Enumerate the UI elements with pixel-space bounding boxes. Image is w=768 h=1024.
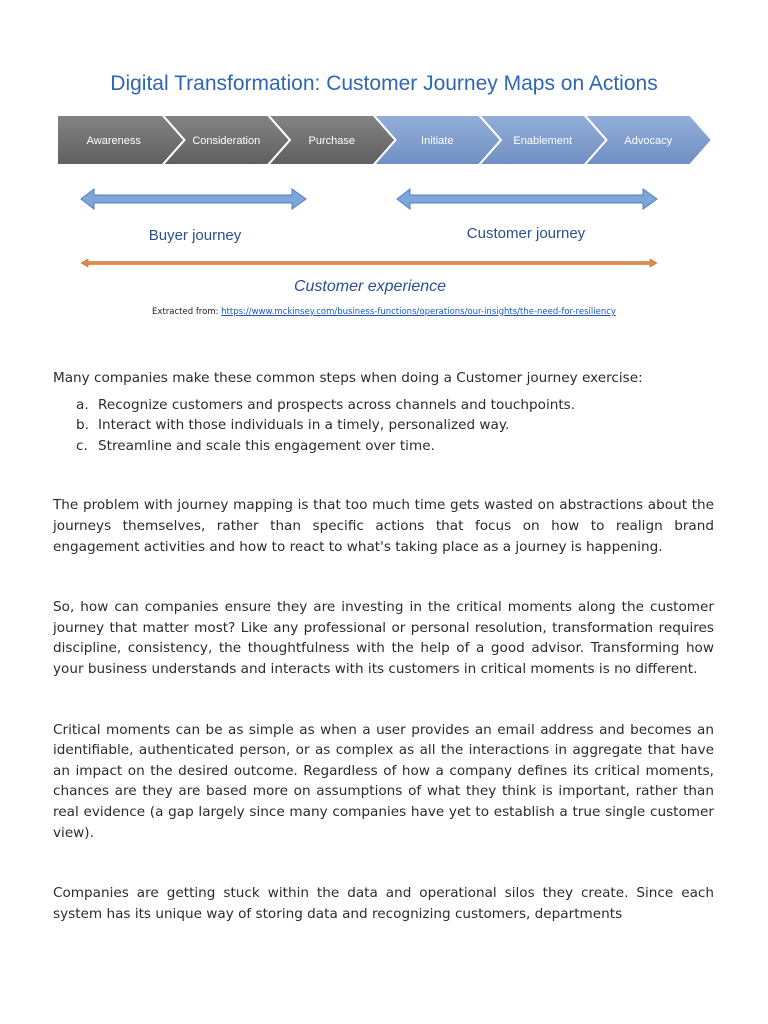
- paragraph: Companies are getting stuck within the data and operational silos they create. Since each system has its unique way of storing data and recognizing customers, departments: [53, 885, 714, 922]
- extracted-prefix: Extracted from:: [152, 307, 219, 317]
- list-item-text: Recognize customers and prospects across channels and touchpoints.: [98, 396, 576, 413]
- extracted-from-line: [0, 307, 768, 317]
- stage-label: Awareness: [86, 135, 141, 147]
- journey-map-diagram: [0, 0, 768, 330]
- steps-list: [53, 395, 714, 457]
- list-item-text: Streamline and scale this engagement over time.: [98, 437, 435, 454]
- list-marker: a.: [76, 396, 89, 413]
- customer-journey-label: Customer journey: [466, 225, 586, 242]
- stage-chevrons: [57, 115, 712, 165]
- paragraph: So, how can companies ensure they are investing in the critical moments along the customer journey that matter most? Like any professional or personal resolution, transformation requires discipline, consistency, the thoughtfulness with the help of a good advisor. Transforming how your business understands and interacts with its customers in critical moments is no different.: [53, 599, 714, 677]
- list-item: [76, 436, 714, 457]
- document-body: [53, 368, 714, 924]
- list-item: [76, 395, 714, 416]
- customer-experience-arrow: [81, 259, 657, 267]
- paragraph: The problem with journey mapping is that too much time gets wasted on abstractions about the journeys themselves, rather than specific actions that focus on how to realign brand engagement activities and how to react to what's taking place as a journey is happening.: [53, 497, 714, 555]
- list-marker: c.: [76, 437, 88, 454]
- customer-experience-label: Customer experience: [293, 278, 447, 295]
- buyer-journey-label: Buyer journey: [148, 227, 242, 244]
- list-item: [76, 415, 714, 436]
- source-link[interactable]: https://www.mckinsey.com/business-functions/operations/our-insights/the-need-for-resiliency: [221, 307, 616, 317]
- buyer-journey-arrow: [81, 189, 306, 209]
- intro-paragraph: Many companies make these common steps when doing a Customer journey exercise:: [53, 370, 643, 386]
- paragraph: Critical moments can be as simple as when a user provides an email address and becomes an identifiable, authenticated person, or as complex as all the interactions in aggregate that have an impact on the desired outcome. Regardless of how a company defines its critical moments, chances are they are based more on assumptions of what they think is important, rather than real evidence (a gap largely since many companies have yet to establish a true single customer view).: [53, 721, 714, 841]
- stage-label: Purchase: [308, 135, 355, 147]
- figure-title: Digital Transformation: Customer Journey Maps on Actions: [110, 72, 658, 95]
- list-item-text: Interact with those individuals in a timely, personalized way.: [98, 417, 510, 434]
- journey-map-figure: [0, 0, 768, 330]
- stage-label: Advocacy: [624, 135, 673, 147]
- customer-journey-arrow: [397, 189, 657, 209]
- stage-label: Enablement: [513, 135, 573, 147]
- stage-label: Initiate: [421, 135, 454, 147]
- list-marker: b.: [76, 417, 89, 434]
- stage-label: Consideration: [192, 135, 261, 147]
